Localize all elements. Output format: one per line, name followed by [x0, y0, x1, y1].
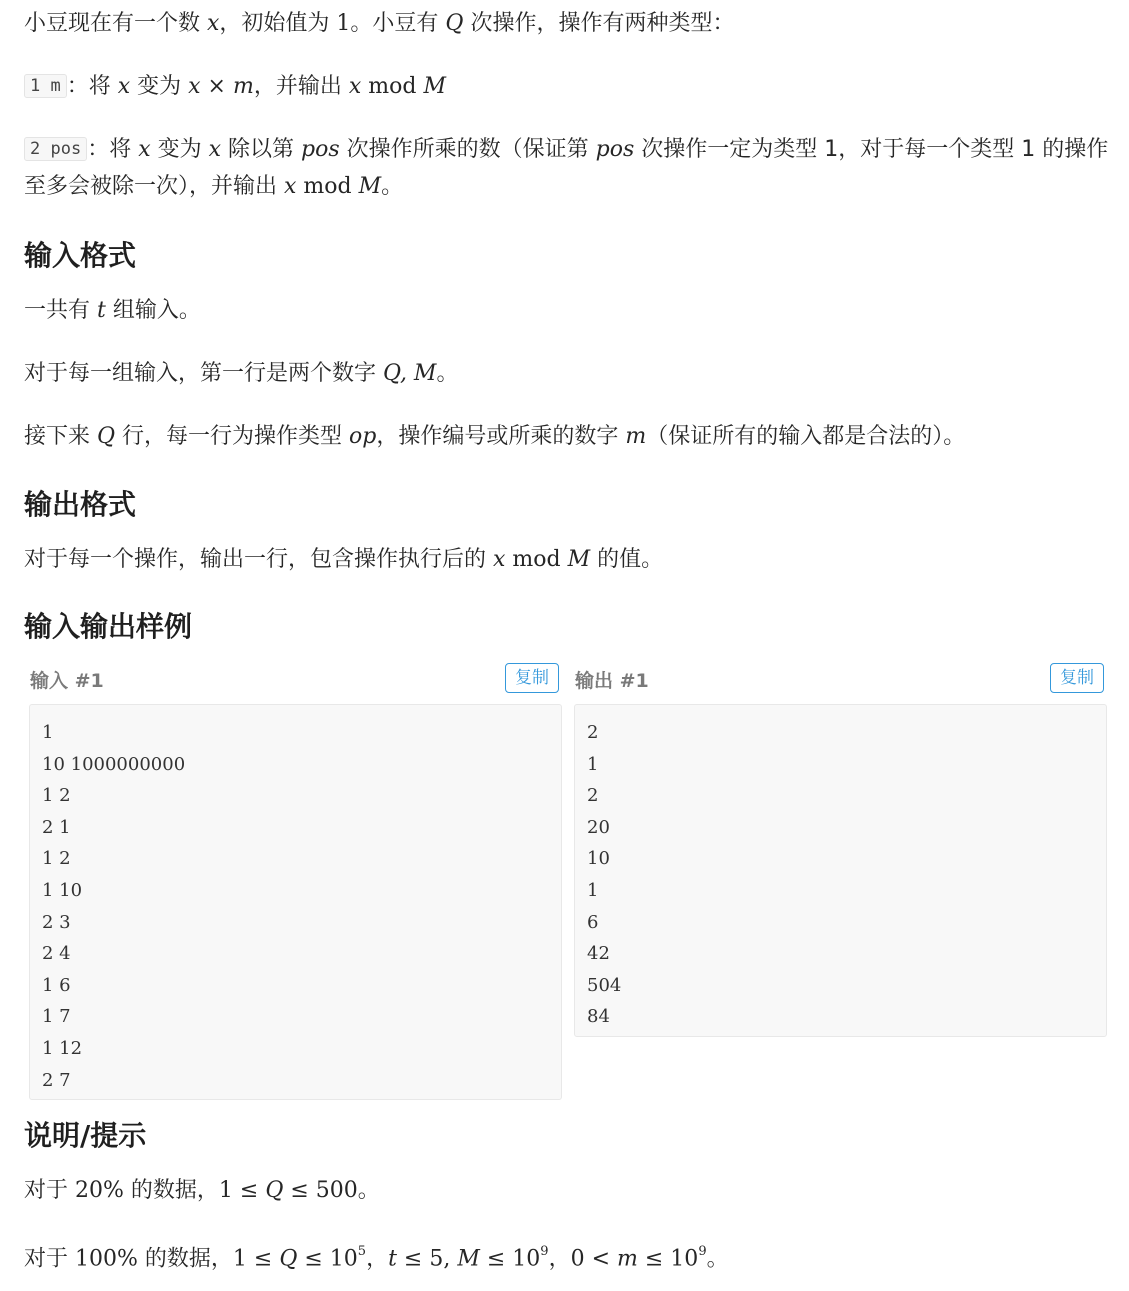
sample-output-line: 2: [587, 785, 599, 807]
math-mod: mod: [296, 174, 359, 199]
input-format-paragraph-2: [24, 356, 1109, 392]
math-x: x: [188, 74, 201, 99]
text: 次操作所乘的数（保证第: [339, 137, 596, 162]
text: 。: [357, 1178, 380, 1203]
sample-output-line: 1: [587, 753, 599, 775]
math-expr: ≤ 500: [283, 1178, 358, 1203]
text: 一共有: [24, 298, 97, 323]
text: ：将: [66, 74, 118, 99]
math-Q: Q: [97, 424, 116, 449]
text: 行，每一行为操作类型: [115, 424, 350, 449]
text: 除以第: [221, 137, 302, 162]
sample-output-label: 输出 #1: [575, 670, 649, 692]
sample-output-line: 1: [587, 879, 599, 901]
sample-input-line: 2 3: [42, 911, 71, 933]
math-pos: pos: [301, 137, 340, 162]
sample-input-line: 2 4: [42, 943, 71, 965]
section-title-samples: 输入输出样例: [24, 610, 193, 643]
text: 接下来: [24, 424, 97, 449]
copy-input-button[interactable]: 复制: [505, 663, 559, 693]
sample-input-line: 2 7: [42, 1069, 71, 1091]
sample-input-line: 10 1000000000: [42, 753, 186, 775]
sample-input-box[interactable]: [29, 704, 562, 1100]
math-x: x: [207, 11, 220, 36]
math-x: x: [208, 137, 222, 162]
text: ，: [366, 1246, 389, 1272]
math-one: 1: [336, 11, 351, 36]
text: 对于每一组输入，第一行是两个数字: [24, 361, 383, 386]
sample-input-line: 1 10: [42, 879, 83, 901]
sample-output-line: 10: [587, 848, 610, 870]
sample-input-label: 输入 #1: [30, 670, 104, 692]
math-percent: 100%: [75, 1246, 138, 1272]
math-percent: 20%: [75, 1178, 124, 1203]
math-m: m: [625, 424, 647, 449]
text: 的数据，: [137, 1246, 233, 1272]
text: ：将: [87, 137, 139, 162]
text: 次操作，操作有两种类型：: [463, 11, 735, 36]
operation-2-paragraph: [24, 132, 1109, 205]
math-Q: Q: [279, 1246, 298, 1272]
text: ，初始值为: [219, 11, 337, 36]
math-expr: ≤ 5,: [396, 1246, 458, 1272]
sample-output-box[interactable]: [574, 704, 1107, 1037]
math-x: x: [138, 137, 151, 162]
math-x: x: [493, 547, 506, 572]
text: 组输入。: [105, 298, 201, 323]
text: 对于: [24, 1246, 75, 1272]
math-M: M: [423, 74, 446, 99]
section-title-hints: 说明/提示: [24, 1119, 147, 1152]
sample-output-line: 20: [587, 816, 610, 838]
math-expr: ≤ 10: [637, 1246, 699, 1272]
math-x: x: [348, 74, 362, 99]
text: 的值。: [590, 547, 664, 572]
section-title-input-format: 输入格式: [24, 239, 137, 272]
math-t: t: [97, 298, 106, 323]
text: （保证所有的输入都是合法的）。: [646, 424, 966, 449]
inline-code-op1: 1 m: [24, 74, 67, 98]
math-Q: Q: [265, 1178, 284, 1203]
text: 。: [436, 361, 459, 386]
sample-input-line: 1 7: [42, 1006, 71, 1028]
sample-output-line: 504: [587, 974, 622, 996]
text: 。: [381, 174, 404, 199]
hint-paragraph-1: [24, 1173, 1109, 1209]
output-format-paragraph: [24, 542, 1109, 578]
math-expr: ≤ 10: [479, 1246, 541, 1272]
sample-output-line: 84: [587, 1006, 610, 1028]
math-Q: Q: [445, 11, 464, 36]
math-m: m: [232, 74, 254, 99]
math-M: M: [457, 1246, 480, 1272]
math-expr: 1 ≤: [218, 1178, 266, 1203]
math-exponent: 9: [540, 1244, 549, 1259]
text: ，并输出: [253, 74, 349, 99]
section-title-output-format: 输出格式: [24, 488, 137, 521]
inline-code-op2: 2 pos: [24, 137, 87, 161]
math-exponent: 9: [698, 1244, 707, 1259]
sample-input-line: 1 2: [42, 848, 71, 870]
math-expr: ≤ 10: [297, 1246, 358, 1272]
math-times: ×: [200, 74, 233, 99]
math-op: op: [349, 424, 377, 449]
math-t: t: [388, 1246, 397, 1272]
math-expr: 0 <: [570, 1246, 618, 1272]
text: 变为: [150, 137, 209, 162]
math-pos: pos: [595, 137, 635, 162]
math-M: M: [358, 174, 382, 199]
text: 对于: [24, 1178, 75, 1203]
math-Q-M: Q, M: [383, 361, 437, 386]
sample-input-line: 1: [42, 722, 54, 743]
text: 。小豆有: [350, 11, 446, 36]
text: 次操作一定为类型 1，对于每一个类型 1 的操作至多会被除一次），并输出: [24, 137, 1109, 199]
copy-output-button[interactable]: 复制: [1050, 663, 1104, 693]
text: 对于每一个操作，输出一行，包含操作执行后的: [24, 547, 493, 572]
text: ，操作编号或所乘的数字: [376, 424, 626, 449]
math-x: x: [117, 74, 131, 99]
operation-1-paragraph: [24, 69, 1109, 106]
text: ，: [548, 1246, 571, 1272]
sample-input-line: 1 2: [42, 785, 71, 807]
math-exponent: 5: [357, 1244, 367, 1259]
text: 小豆现在有一个数: [24, 11, 207, 36]
sample-input-line: 2 1: [42, 816, 71, 838]
hint-paragraph-2: [24, 1236, 1109, 1277]
intro-paragraph: [24, 6, 1109, 42]
text: 的数据，: [123, 1178, 219, 1203]
input-format-paragraph-1: [24, 293, 1109, 329]
sample-output-line: 2: [587, 722, 599, 743]
sample-output-line: 6: [587, 911, 599, 933]
math-expr: 1 ≤: [232, 1246, 280, 1272]
math-m: m: [617, 1246, 638, 1272]
math-M: M: [567, 547, 591, 572]
math-mod: mod: [361, 74, 424, 99]
sample-input-line: 1 12: [42, 1037, 83, 1059]
text: 变为: [130, 74, 189, 99]
math-x: x: [284, 174, 297, 199]
input-format-paragraph-3: [24, 419, 1109, 455]
text: 。: [706, 1246, 729, 1272]
math-mod: mod: [505, 547, 568, 572]
sample-output-line: 42: [587, 943, 610, 965]
sample-input-line: 1 6: [42, 974, 71, 996]
